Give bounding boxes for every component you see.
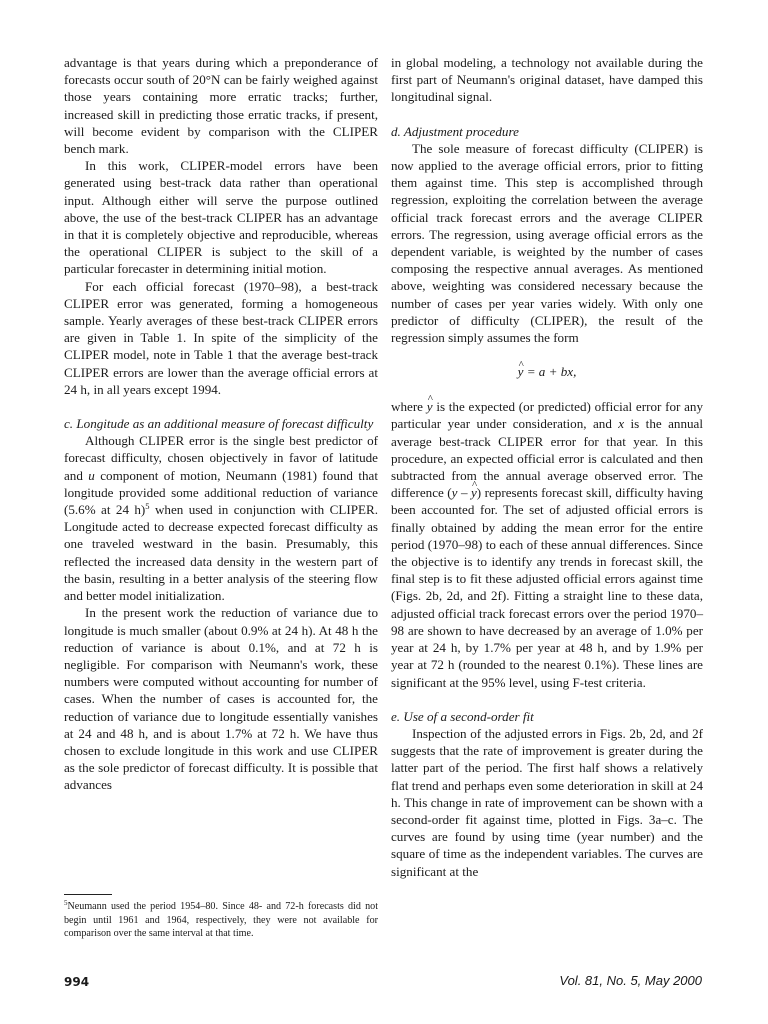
section-heading-e: e. Use of a second-order fit [391, 708, 534, 724]
math-variable: u [88, 467, 95, 483]
math-variable-yhat: ^ y [427, 398, 433, 415]
text-run: ) represents forecast skill, difficulty having been accounted for. The set of adjusted official errors is finally obtained by adding the mean error for the entire period (1970–98) to each of these annual differences. Since the objective is to identify any trends in forecast skill, the final step is to fit these adjusted official errors against time (Figs. 2b, 2d, and 2f). Fitting a straight line to these data, adjusted official track forecast errors over the period 1970–98 are shown to have decreased by an average of 1.0% per year at 24 h, by 1.7% per year at 48 h, and by 1.9% per year at 72 h (rounded to the nearest 0.1%). These lines are significant at the 95% level, using F-test criteria. [391, 485, 703, 690]
text-run: is the expected (or predicted) official error for any particular year under consideration, and [391, 399, 703, 432]
footnote-text: Neumann used the period 1954–80. Since 48- and 72-h forecasts did not begin until 1961 and 1964, respectively, they were not available for comparison over the same interval at that time. [64, 901, 378, 940]
body-paragraph: In the present work the reduction of variance due to longitude is much smaller (about 0.9% at 24 h). At 48 h the reduction of variance is about 0.1%, and at 72 h is negligible. For comparison with Neumann's work, these numbers were computed without accounting for number of cases. When the number of cases is accounted for, the reduction of variance due to longitude essentially vanishes at 24 and 48 h, and is about 1.7% at 72 h. We have thus chosen to exclude longitude in this work and use CLIPER as the sole predictor of forecast difficulty. It is possible that advances [64, 605, 378, 793]
footnote-reference[interactable]: 5 [145, 501, 150, 512]
text-run: – [457, 485, 471, 501]
page-number: 994 [64, 975, 90, 989]
body-paragraph [391, 398, 703, 690]
body-paragraph: In this work, CLIPER-model errors have been generated using best-track data rather than operational input. Although either will serve the purpose outlined above, the use of the best-track CLIPER has an advantage in that it is completely objective and reproducible, whereas the operational CLIPER is subject to the skill of a particular forecaster in determining initial motion. [64, 158, 378, 277]
body-paragraph: Inspection of the adjusted errors in Figs. 2b, 2d, and 2f suggests that the rate of improvement is greater during the latter part of the period. The first half shows a relatively flat trend and perhaps even some deterioration in skill at 24 h. This change in rate of improvement can be shown with a second-order fit against time, plotted in Figs. 3a–c. The curves are found by using time (year number) and the square of time as the independent variables. The curves are significant at the [391, 725, 703, 879]
regression-equation [391, 363, 703, 381]
section-heading-d: d. Adjustment procedure [391, 123, 519, 139]
body-paragraph: For each official forecast (1970–98), a best-track CLIPER error was generated, forming a homogeneous sample. Yearly averages of these best-track CLIPER errors are given in Table 1. In spite of the simplicity of the CLIPER model, note in Table 1 that the average best-track CLIPER errors are lower than the average official errors at 24 h, in all years except 1994. [64, 278, 378, 397]
equation-yhat: ^ y [518, 363, 524, 381]
text-run: where [391, 399, 423, 415]
text-run: Although CLIPER error is the single best predictor of forecast difficulty, chosen objectively in favor of latitude and [64, 433, 378, 483]
text-run: when used in conjunction with CLIPER. Longitude acted to decrease expected forecast difficulty as one traveled westward in the basin. Presumably, this reflected the increased data density in the western part of the basin, resulting in a better analysis of the steering flow and better model initialization. [64, 502, 378, 604]
body-paragraph [64, 432, 378, 604]
footnote-marker: 5 [64, 899, 68, 907]
text-run: component of motion, Neumann (1981) found that longitude provided some additional reduction of variance (5.6% at 24 h) [64, 467, 378, 518]
section-heading-c: c. Longitude as an additional measure of forecast difficulty [64, 416, 374, 432]
body-paragraph: advantage is that years during which a preponderance of forecasts occur south of 20°N can be fairly weighed against those years containing more erratic tracks; further, increased skill in predicting those erratic tracks, if present, will become evident by comparison with the CLIPER bench mark. [64, 55, 378, 157]
math-variable: y [451, 485, 458, 501]
journal-reference: Vol. 81, No. 5, May 2000 [559, 973, 702, 988]
left-column [64, 54, 378, 794]
text-run: is the annual average best-track CLIPER error for that year. In this procedure, an expected official error is calculated and then subtracted from the annual average observed error. The difference ( [391, 416, 703, 501]
body-paragraph: in global modeling, a technology not available during the first part of Neumann's original dataset, have damped this longitudinal signal. [391, 55, 703, 105]
footnote [64, 900, 378, 941]
body-paragraph: The sole measure of forecast difficulty (CLIPER) is now applied to the average official errors, prior to fitting them against time. This step is accomplished through regression, exploiting the correlation between the average official track forecast errors and the average CLIPER errors. The regression, using average official errors as the dependent variable, is weighted by the number of cases composing the respective annual averages. As mentioned above, weighting was considered necessary because the number of cases per year varies widely. With only one predictor of difficulty (CLIPER), the result of the regression simply assumes the form [391, 140, 703, 346]
math-variable-yhat: ^ y [471, 484, 477, 501]
footnote-divider [64, 894, 112, 895]
equation-rhs: = a + bx, [523, 364, 577, 380]
right-column [391, 54, 703, 880]
math-variable: x [618, 416, 625, 432]
